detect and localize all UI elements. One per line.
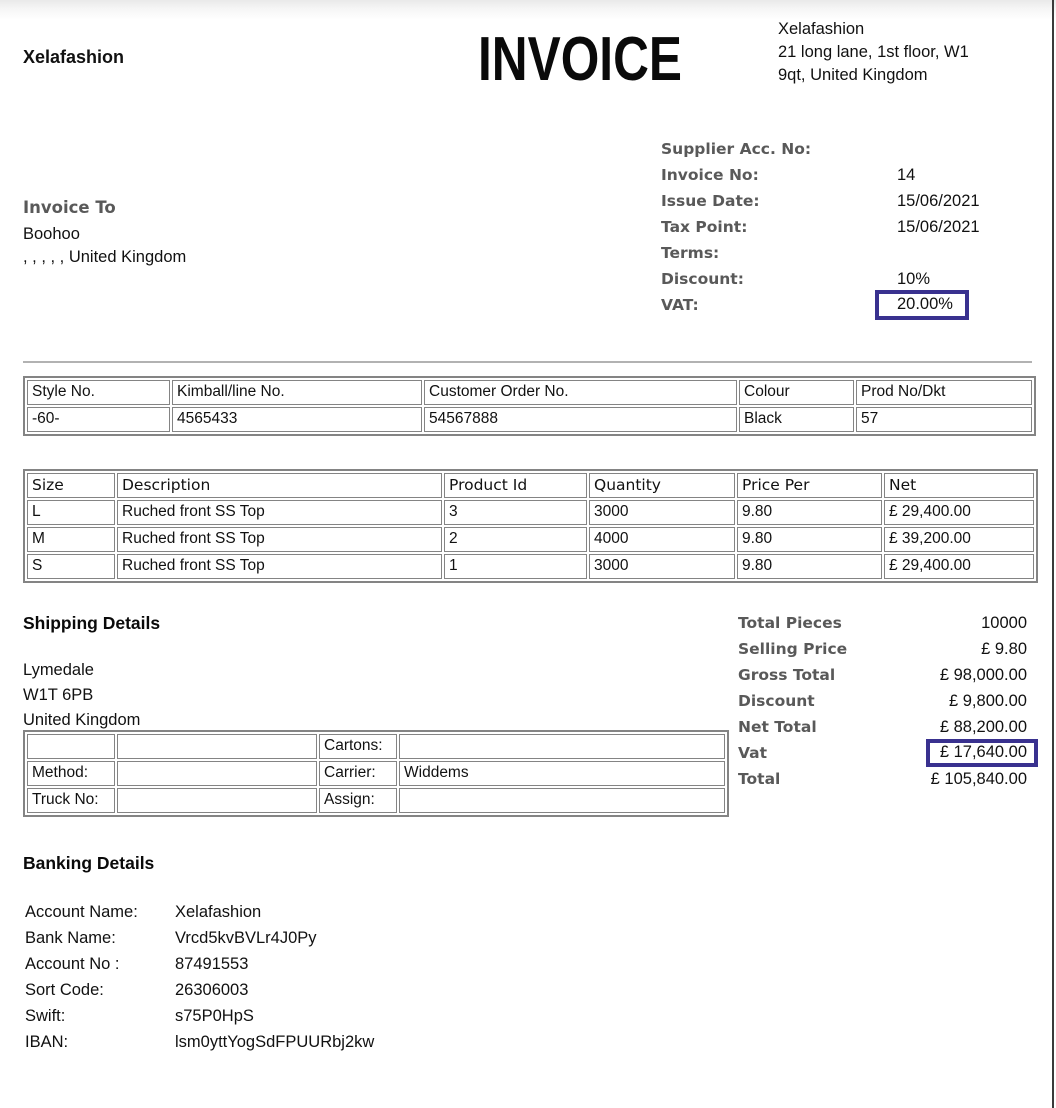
table-cell: Carrier:: [319, 761, 397, 786]
totals-label: Selling Price: [738, 640, 848, 658]
vat-rate-highlight-box: 20.00%: [875, 290, 969, 320]
company-address-line: Xelafashion: [778, 20, 865, 38]
table-cell: Ruched front SS Top: [117, 500, 442, 525]
table-cell: Truck No:: [27, 788, 115, 813]
table-cell: [399, 788, 725, 813]
items-table-row: [27, 554, 1034, 579]
bank-row-account-name: [25, 899, 374, 925]
totals-value: £ 88,200.00: [939, 717, 1027, 736]
detail-label: VAT:: [661, 296, 699, 314]
bank-value: Vrcd5kvBVLr4J0Py: [175, 928, 317, 947]
table-cell: Black: [739, 407, 854, 432]
invoice-details: [661, 136, 1031, 318]
table-cell: 2: [444, 527, 587, 552]
shipping-table-row: [27, 788, 725, 813]
bank-value: 26306003: [175, 980, 249, 999]
invoice-to-line: Boohoo: [23, 225, 80, 243]
detail-label: Supplier Acc. No:: [661, 140, 812, 158]
bank-row-account-no: [25, 951, 374, 977]
detail-label: Terms:: [661, 244, 720, 262]
table-cell: £ 29,400.00: [884, 554, 1034, 579]
bank-row-sort-code: [25, 977, 374, 1003]
totals-value: £ 98,000.00: [939, 665, 1027, 684]
shipping-table-row: [27, 734, 725, 759]
totals-row-gross-total: [738, 662, 1027, 688]
table-cell: 54567888: [424, 407, 737, 432]
line-items-table: [23, 469, 1038, 583]
totals-label: Discount: [738, 692, 815, 710]
bank-label: Sort Code:: [25, 980, 104, 999]
invoice-to-block: [23, 198, 186, 269]
detail-value: 10%: [897, 269, 931, 288]
table-cell: [27, 734, 115, 759]
totals-row-total: [738, 766, 1027, 792]
detail-row-supplier-acc-no: [661, 136, 1031, 162]
table-cell: -60-: [27, 407, 170, 432]
invoice-to-line: , , , , , United Kingdom: [23, 248, 187, 266]
shipping-details-heading: Shipping Details: [23, 613, 161, 633]
table-cell: Ruched front SS Top: [117, 527, 442, 552]
column-header: Product Id: [444, 473, 587, 498]
column-header: Description: [117, 473, 442, 498]
bank-label: Swift:: [25, 1006, 66, 1025]
table-cell: [117, 734, 317, 759]
page-title: INVOICE: [478, 25, 682, 94]
bank-label: Account No :: [25, 954, 120, 973]
bank-label: IBAN:: [25, 1032, 69, 1051]
table-cell: 1: [444, 554, 587, 579]
totals-row-net-total: [738, 714, 1027, 740]
items-table-row: [27, 500, 1034, 525]
table-cell: 4565433: [172, 407, 422, 432]
shipping-address-line: W1T 6PB: [23, 686, 94, 704]
vat-amount-highlight-box: £ 17,640.00: [926, 739, 1038, 767]
totals-value: £ 9.80: [981, 639, 1027, 658]
invoice-to-heading: Invoice To: [23, 198, 116, 217]
table-cell: 9.80: [737, 527, 882, 552]
column-header: Prod No/Dkt: [856, 380, 1032, 405]
detail-row-vat: [661, 292, 1031, 318]
totals-label: Gross Total: [738, 666, 836, 684]
detail-label: Discount:: [661, 270, 744, 288]
totals-row-discount: [738, 688, 1027, 714]
company-address-line: 21 long lane, 1st floor, W1: [778, 43, 969, 61]
bank-value: s75P0HpS: [175, 1006, 254, 1025]
items-table-row: [27, 527, 1034, 552]
banking-details-block: [25, 899, 374, 1055]
totals-row-selling-price: [738, 636, 1027, 662]
order-table-row: [27, 407, 1032, 432]
table-cell: 57: [856, 407, 1032, 432]
detail-row-discount: [661, 266, 1031, 292]
table-cell: Widdems: [399, 761, 725, 786]
bank-row-iban: [25, 1029, 374, 1055]
detail-row-terms: [661, 240, 1031, 266]
column-header: Kimball/line No.: [172, 380, 422, 405]
shipping-table: [23, 730, 729, 817]
table-cell: £ 29,400.00: [884, 500, 1034, 525]
order-info-table: [23, 376, 1036, 436]
shipping-address-line: United Kingdom: [23, 711, 141, 729]
table-cell: [117, 761, 317, 786]
page-top-shadow: [0, 0, 1056, 20]
horizontal-divider: [23, 361, 1032, 363]
table-cell: Method:: [27, 761, 115, 786]
detail-label: Invoice No:: [661, 166, 759, 184]
table-cell: L: [27, 500, 115, 525]
detail-label: Tax Point:: [661, 218, 748, 236]
column-header: Customer Order No.: [424, 380, 737, 405]
table-cell: 3000: [589, 554, 735, 579]
detail-label: Issue Date:: [661, 192, 760, 210]
detail-value: 15/06/2021: [897, 191, 980, 210]
table-cell: M: [27, 527, 115, 552]
detail-row-invoice-no: [661, 162, 1031, 188]
table-cell: 9.80: [737, 554, 882, 579]
table-cell: Assign:: [319, 788, 397, 813]
table-cell: Ruched front SS Top: [117, 554, 442, 579]
totals-label: Net Total: [738, 718, 817, 736]
totals-row-total-pieces: [738, 610, 1027, 636]
column-header: Colour: [739, 380, 854, 405]
table-cell: £ 39,200.00: [884, 527, 1034, 552]
totals-block: [738, 610, 1027, 792]
totals-row-vat: [738, 740, 1027, 766]
totals-label: Total: [738, 770, 781, 788]
table-cell: S: [27, 554, 115, 579]
shipping-table-row: [27, 761, 725, 786]
company-address: [778, 18, 969, 87]
totals-label: Total Pieces: [738, 614, 842, 632]
detail-value: 14: [897, 165, 916, 184]
totals-label: Vat: [738, 744, 768, 762]
bank-label: Bank Name:: [25, 928, 116, 947]
table-cell: 3000: [589, 500, 735, 525]
table-cell: Cartons:: [319, 734, 397, 759]
order-table-header-row: [27, 380, 1032, 405]
table-cell: 9.80: [737, 500, 882, 525]
table-cell: [399, 734, 725, 759]
shipping-address-line: Lymedale: [23, 661, 94, 679]
column-header: Size: [27, 473, 115, 498]
detail-row-issue-date: [661, 188, 1031, 214]
table-cell: 3: [444, 500, 587, 525]
company-name: Xelafashion: [23, 47, 125, 67]
items-table-header-row: [27, 473, 1034, 498]
detail-row-tax-point: [661, 214, 1031, 240]
totals-value: £ 9,800.00: [949, 691, 1027, 710]
bank-row-swift: [25, 1003, 374, 1029]
company-address-line: 9qt, United Kingdom: [778, 66, 928, 84]
column-header: Net: [884, 473, 1034, 498]
bank-value: Xelafashion: [175, 902, 262, 921]
page-right-edge: [1052, 0, 1054, 1108]
shipping-address: [23, 658, 140, 733]
column-header: Style No.: [27, 380, 170, 405]
totals-value: 10000: [981, 613, 1027, 632]
column-header: Quantity: [589, 473, 735, 498]
banking-details-heading: Banking Details: [23, 853, 155, 873]
table-cell: [117, 788, 317, 813]
bank-label: Account Name:: [25, 902, 138, 921]
detail-value: 15/06/2021: [897, 217, 980, 236]
bank-value: lsm0yttYogSdFPUURbj2kw: [175, 1032, 375, 1051]
totals-value: £ 105,840.00: [930, 769, 1027, 788]
bank-value: 87491553: [175, 954, 249, 973]
table-cell: 4000: [589, 527, 735, 552]
column-header: Price Per: [737, 473, 882, 498]
bank-row-bank-name: [25, 925, 374, 951]
